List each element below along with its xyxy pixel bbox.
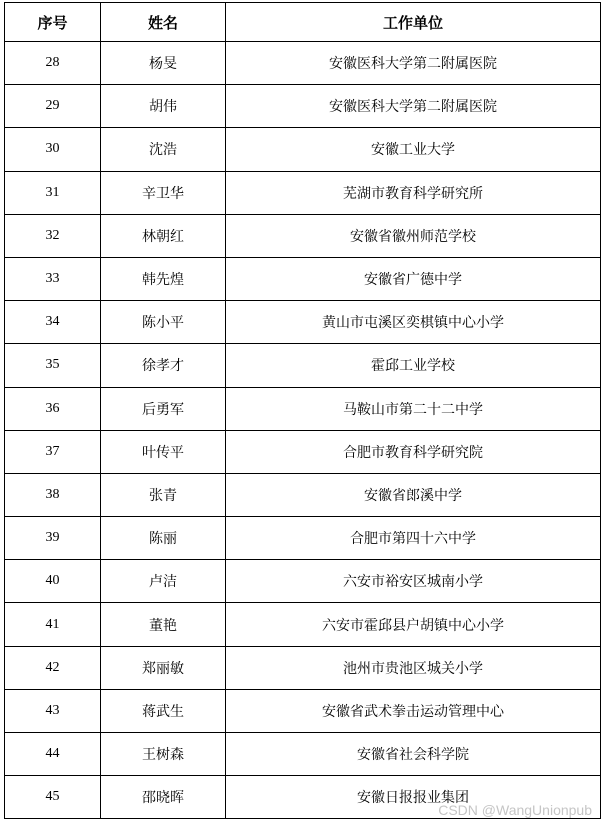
table-row: [5, 214, 601, 257]
cell-name: 后勇军: [101, 387, 226, 430]
table-row: [5, 257, 601, 300]
cell-work-unit: 安徽省徽州师范学校: [226, 214, 601, 257]
table-row: [5, 301, 601, 344]
table-row: [5, 560, 601, 603]
cell-name: 林朝红: [101, 214, 226, 257]
cell-serial-number: 42: [5, 646, 101, 689]
table-header-row: [5, 3, 601, 42]
table-row: [5, 689, 601, 732]
header-work-unit: 工作单位: [226, 3, 601, 42]
cell-serial-number: 35: [5, 344, 101, 387]
cell-work-unit: 合肥市第四十六中学: [226, 517, 601, 560]
cell-name: 辛卫华: [101, 171, 226, 214]
cell-serial-number: 36: [5, 387, 101, 430]
cell-serial-number: 31: [5, 171, 101, 214]
table-row: [5, 776, 601, 819]
cell-work-unit: 六安市裕安区城南小学: [226, 560, 601, 603]
personnel-table: [4, 2, 601, 819]
cell-work-unit: 安徽省武术拳击运动管理中心: [226, 689, 601, 732]
cell-name: 董艳: [101, 603, 226, 646]
cell-work-unit: 安徽省广德中学: [226, 257, 601, 300]
cell-name: 杨旻: [101, 42, 226, 85]
cell-serial-number: 30: [5, 128, 101, 171]
table-row: [5, 85, 601, 128]
cell-serial-number: 32: [5, 214, 101, 257]
cell-serial-number: 43: [5, 689, 101, 732]
table-row: [5, 171, 601, 214]
table-row: [5, 603, 601, 646]
cell-serial-number: 37: [5, 430, 101, 473]
cell-work-unit: 芜湖市教育科学研究所: [226, 171, 601, 214]
table-body: [5, 42, 601, 819]
cell-work-unit: 安徽医科大学第二附属医院: [226, 85, 601, 128]
cell-serial-number: 29: [5, 85, 101, 128]
table-row: [5, 646, 601, 689]
cell-name: 郑丽敏: [101, 646, 226, 689]
cell-name: 张青: [101, 473, 226, 516]
cell-name: 陈小平: [101, 301, 226, 344]
header-serial-number: 序号: [5, 3, 101, 42]
cell-name: 沈浩: [101, 128, 226, 171]
cell-name: 蒋武生: [101, 689, 226, 732]
table-row: [5, 128, 601, 171]
cell-work-unit: 马鞍山市第二十二中学: [226, 387, 601, 430]
table-row: [5, 517, 601, 560]
cell-serial-number: 41: [5, 603, 101, 646]
cell-serial-number: 44: [5, 733, 101, 776]
cell-name: 卢洁: [101, 560, 226, 603]
header-name: 姓名: [101, 3, 226, 42]
cell-work-unit: 霍邱工业学校: [226, 344, 601, 387]
cell-serial-number: 38: [5, 473, 101, 516]
cell-work-unit: 安徽省社会科学院: [226, 733, 601, 776]
table-row: [5, 42, 601, 85]
cell-serial-number: 40: [5, 560, 101, 603]
cell-work-unit: 安徽省郎溪中学: [226, 473, 601, 516]
cell-work-unit: 合肥市教育科学研究院: [226, 430, 601, 473]
table-row: [5, 344, 601, 387]
cell-serial-number: 33: [5, 257, 101, 300]
cell-name: 王树森: [101, 733, 226, 776]
watermark: CSDN @WangUnionpub: [438, 802, 592, 818]
cell-serial-number: 45: [5, 776, 101, 819]
cell-serial-number: 28: [5, 42, 101, 85]
cell-serial-number: 34: [5, 301, 101, 344]
cell-name: 胡伟: [101, 85, 226, 128]
cell-name: 叶传平: [101, 430, 226, 473]
table-row: [5, 733, 601, 776]
table-row: [5, 473, 601, 516]
cell-name: 韩先煌: [101, 257, 226, 300]
cell-serial-number: 39: [5, 517, 101, 560]
cell-name: 邵晓晖: [101, 776, 226, 819]
table-row: [5, 387, 601, 430]
table-row: [5, 430, 601, 473]
cell-name: 徐孝才: [101, 344, 226, 387]
cell-work-unit: 安徽日报报业集团: [226, 776, 601, 819]
cell-work-unit: 安徽工业大学: [226, 128, 601, 171]
cell-work-unit: 六安市霍邱县户胡镇中心小学: [226, 603, 601, 646]
cell-name: 陈丽: [101, 517, 226, 560]
cell-work-unit: 池州市贵池区城关小学: [226, 646, 601, 689]
cell-work-unit: 安徽医科大学第二附属医院: [226, 42, 601, 85]
cell-work-unit: 黄山市屯溪区奕棋镇中心小学: [226, 301, 601, 344]
